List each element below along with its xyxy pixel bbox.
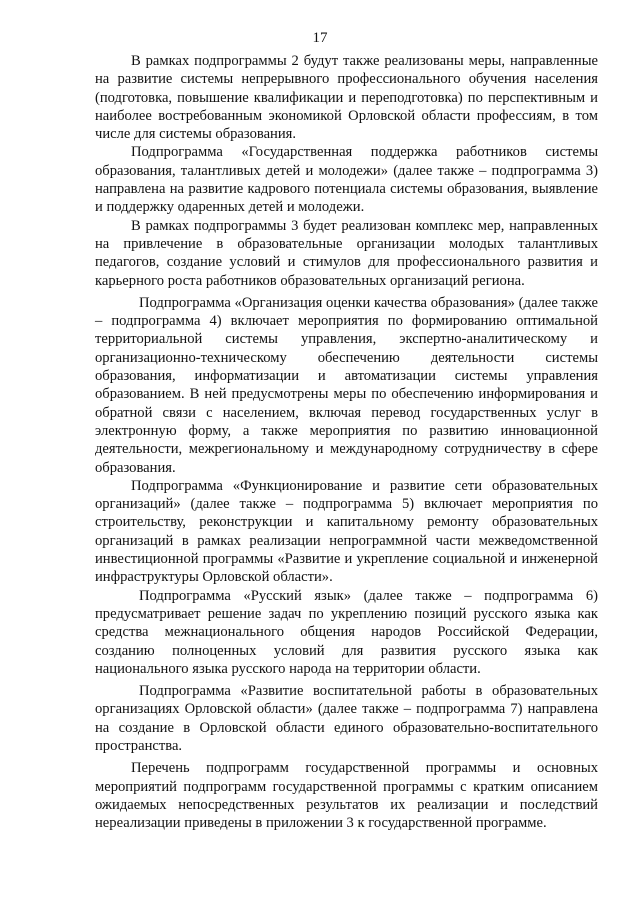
paragraph-subprogram-2-measures: В рамках подпрограммы 2 будут также реализованы меры, направленные на развитие системы непрерывного профессионального обучения населения (подготовка, повышение квалификации и переподготовка) по перспективным и наиболее востребованным экономикой Орловской области профессиям, в том числе для системы образования.: [95, 53, 598, 143]
paragraph-subprogram-4-description: Подпрограмма «Организация оценки качества образования» (далее также – подпрограмма 4) включает мероприятия по формированию оптимальной территориальной системы управления, экспертно-аналитическому и организационно-техническому обеспечению деятельности системы образования, информатизации и автоматизации системы управления образованием. В ней предусмотрены меры по обеспечению информирования и обратной связи с населением, включая перевод государственных услуг в электронную форму, а также мероприятия по развитию инновационной деятельности, межрегиональному и международному сотрудничеству в сфере образования.: [95, 294, 598, 476]
paragraph-subprogram-3-description: Подпрограмма «Государственная поддержка работников системы образования, талантливых детей и молодежи» (далее также – подпрограмма 3) направлена на развитие кадрового потенциала системы образования, выявление и поддержку одаренных детей и молодежи.: [95, 144, 598, 216]
paragraph-subprogram-5-description: Подпрограмма «Функционирование и развитие сети образовательных организаций» (далее также – подпрограмма 5) включает мероприятия по строительству, реконструкции и капитальному ремонту образовательных организаций в рамках реализации непрограммной части межведомственной инвестиционной программы «Развитие и укрепление социальной и инженерной инфраструктуры Орловской области».: [95, 477, 598, 586]
document-body: [95, 52, 598, 832]
paragraph-subprogram-3-measures: В рамках подпрограммы 3 будет реализован комплекс мер, направленных на привлечение в образовательные организации молодых талантливых педагогов, создание условий и стимулов для профессионального развития и карьерного роста работников образовательных организаций региона.: [95, 217, 598, 289]
page-number: 17: [312, 30, 328, 46]
paragraph-subprograms-list-reference: Перечень подпрограмм государственной программы и основных мероприятий подпрограмм государственной программы с кратким описанием ожидаемых непосредственных результатов их реализации и последствий нереализации приведены в приложении 3 к государственной программе.: [95, 760, 598, 832]
paragraph-subprogram-7-description: Подпрограмма «Развитие воспитательной работы в образовательных организациях Орловской области» (далее также – подпрограмма 7) направлена на создание в Орловской области единого образовательно-воспитательного пространства.: [95, 683, 598, 754]
paragraph-subprogram-6-description: Подпрограмма «Русский язык» (далее также – подпрограмма 6) предусматривает решение задач по укреплению позиций русского языка как средства межнационального общения народов Российской Федерации, созданию полноценных условий для развития русского языка как национального языка русского народа на территории области.: [95, 587, 598, 677]
